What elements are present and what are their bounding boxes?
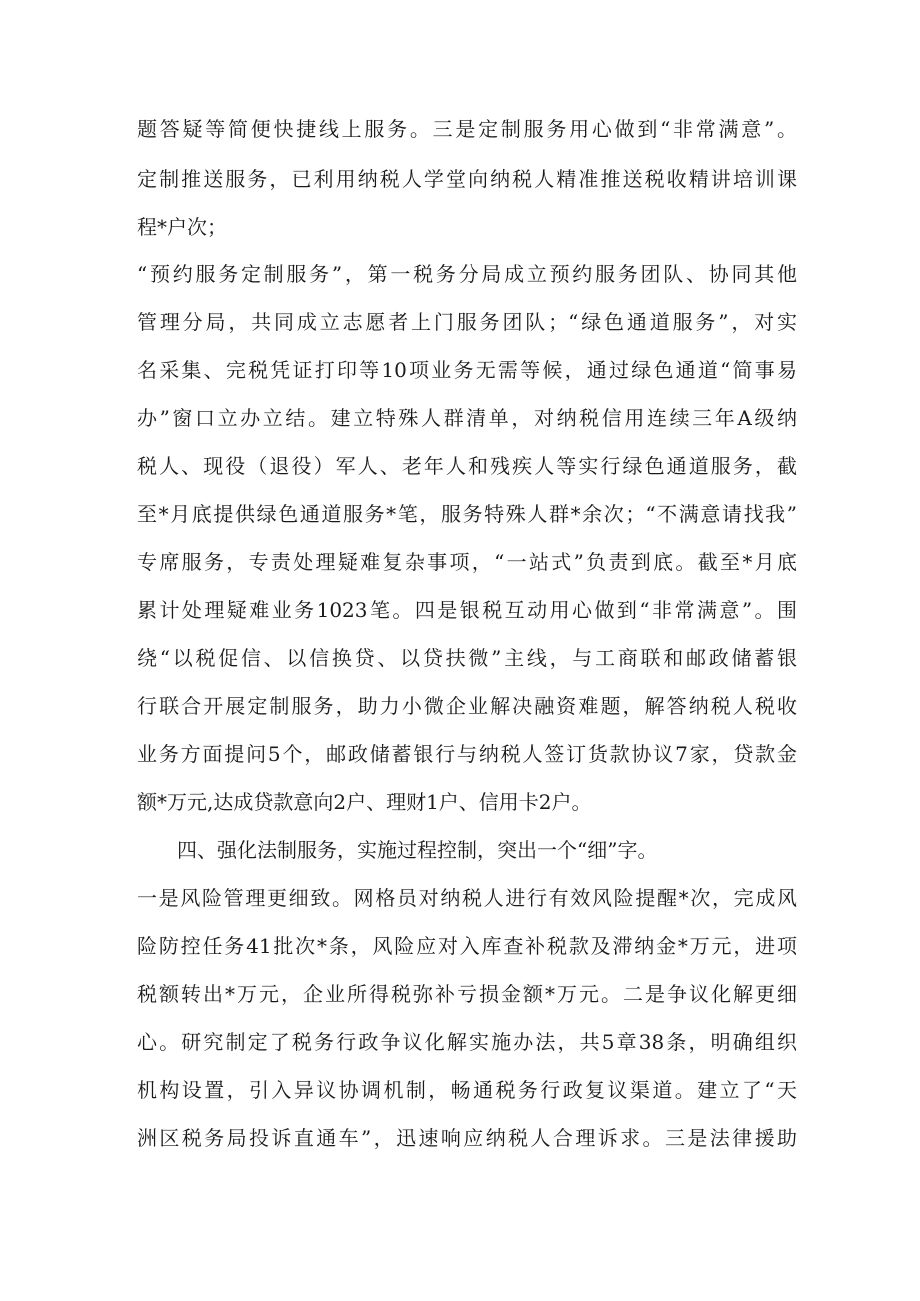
body-text-line: 至*月底提供绿色通道服务*笔，服务特殊人群*余次；“不满意请找我” [137,502,797,526]
body-text-line: 额*万元,达成贷款意向2户、理财1户、信用卡2户。 [137,790,592,814]
body-text-line: 管理分局，共同成立志愿者上门服务团队；“绿色通道服务”，对实 [137,310,797,334]
body-text-line: 洲区税务局投诉直通车”，迅速响应纳税人合理诉求。三是法律援助 [137,1126,797,1150]
body-text-line: 定制推送服务，已利用纳税人学堂向纳税人精准推送税收精讲培训课 [137,167,797,191]
body-text-line: 税人、现役（退役）军人、老年人和残疾人等实行绿色通道服务，截 [137,454,797,478]
body-text-line: “预约服务定制服务”，第一税务分局成立预约服务团队、协同其他 [137,262,797,286]
body-text-line: 名采集、完税凭证打印等10项业务无需等候，通过绿色通道“简事易 [137,358,797,382]
body-text-line: 险防控任务41批次*条，风险应对入库查补税款及滞纳金*万元，进项 [137,934,797,958]
body-text-line: 业务方面提问5个，邮政储蓄银行与纳税人签订货款协议7家，贷款金 [137,742,797,766]
body-text-line: 机构设置，引入异议协调机制，畅通税务行政复议渠道。建立了“天 [137,1078,797,1102]
body-text-line: 绕“以税促信、以信换贷、以贷扶微”主线，与工商联和邮政储蓄银 [137,646,797,670]
body-text-line: 办”窗口立办立结。建立特殊人群清单，对纳税信用连续三年A级纳 [137,406,797,430]
body-text-line: 心。研究制定了税务行政争议化解实施办法，共5章38条，明确组织 [137,1030,797,1054]
body-text-line: 程*户次； [137,215,227,239]
body-text-line: 累计处理疑难业务1023笔。四是银税互动用心做到“非常满意”。围 [137,598,797,622]
body-text-line: 行联合开展定制服务，助力小微企业解决融资难题，解答纳税人税收 [137,694,797,718]
body-text-line: 题答疑等简便快捷线上服务。三是定制服务用心做到“非常满意”。 [137,117,797,141]
body-text-line: 一是风险管理更细致。网格员对纳税人进行有效风险提醒*次，完成风 [137,886,797,910]
body-text-line: 税额转出*万元，企业所得税弥补亏损金额*万元。二是争议化解更细 [137,982,797,1006]
section-heading: 四、强化法制服务，实施过程控制，突出一个“细”字。 [177,838,658,862]
body-text-line: 专席服务，专责处理疑难复杂事项，“一站式”负责到底。截至*月底 [137,550,797,574]
